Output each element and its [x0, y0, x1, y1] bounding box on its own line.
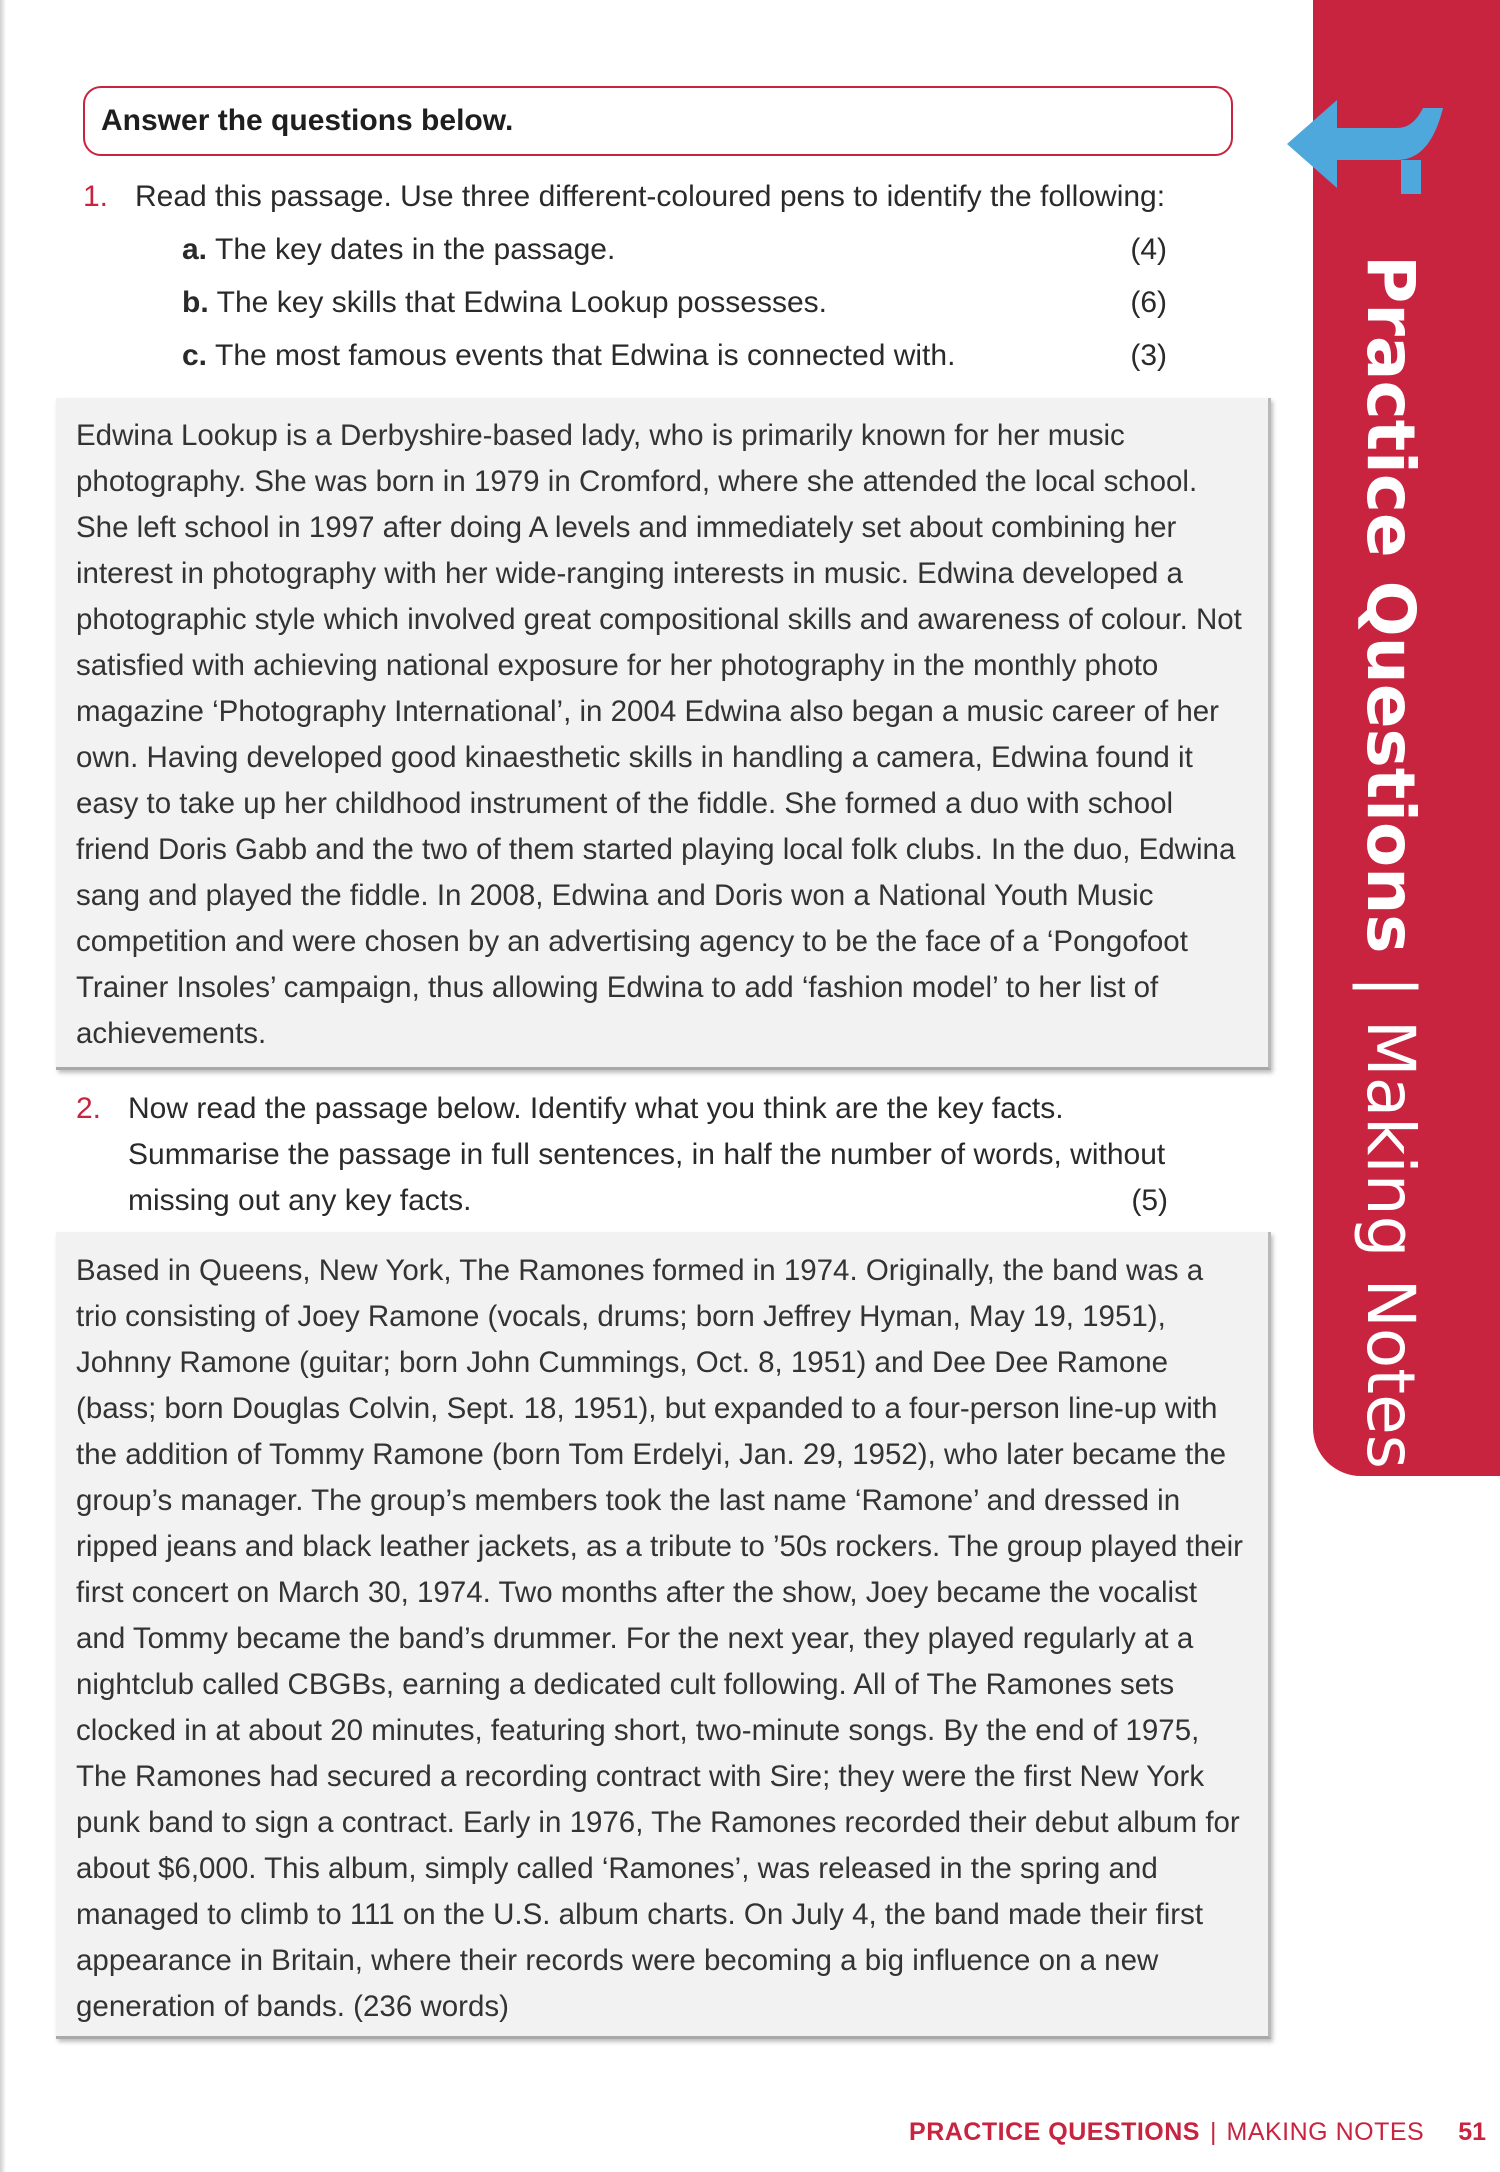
question-1-number: 1. — [83, 180, 109, 213]
item-letter: b. — [182, 286, 209, 319]
side-tab-title-light: Making Notes — [1352, 1019, 1430, 1470]
item-text: The key skills that Edwina Lookup possesses. — [216, 286, 827, 319]
passage-ramones — [56, 1232, 1271, 2039]
passage-edwina-text: Edwina Lookup is a Derbyshire-based lady, who is primarily known for her music photography. She was born in 1979 in Cromford, where she attended the local school. She left school in 1997 after doing A levels and immediately set about combining her interest in photography with her wide-ranging interests in music. Edwina developed a photographic style which involved great compositional skills and awareness of colour. Not satisfied with achieving national exposure for her photography in the monthly photo magazine ‘Photography International’, in 2004 Edwina also began a music career of her own. Having developed good kinaesthetic skills in handling a camera, Edwina found it easy to take up her childhood instrument of the fiddle. She formed a duo with school friend Doris Gabb and the two of them started playing local folk clubs. In the duo, Edwina sang and played the fiddle. In 2008, Edwina and Doris won a National Youth Music competition and were chosen by an advertising agency to be the face of a ‘Pongofoot Trainer Insoles’ campaign, thus allowing Edwina to add ‘fashion model’ to her list of achievements. — [76, 419, 1242, 1050]
footer-section: PRACTICE QUESTIONS — [909, 2118, 1200, 2146]
back-arrow-icon — [1285, 94, 1445, 194]
instruction-box — [83, 86, 1233, 156]
page-footer — [909, 2118, 1486, 2147]
passage-ramones-text: Based in Queens, New York, The Ramones formed in 1974. Originally, the band was a trio consisting of Joey Ramone (vocals, drums; born Jeffrey Hyman, May 19, 1951), Johnny Ramone (guitar; born John Cummings, Oct. 8, 1951) and Dee Dee Ramone (bass; born Douglas Colvin, Sept. 18, 1951), but expanded to a four-person line-up with the addition of Tommy Ramone (born Tom Erdelyi, Jan. 29, 1952), who later became the group’s manager. The group’s members took the last name ‘Ramone’ and dressed in ripped jeans and black leather jackets, as a tribute to ’50s rockers. The group played their first concert on March 30, 1974. Two months after the show, Joey became the vocalist and Tommy became the band’s drummer. For the next year, they played regularly at a nightclub called CBGBs, earning a dedicated cult following. All of The Ramones sets clocked in at about 20 minutes, featuring short, two-minute songs. By the end of 1975, The Ramones had secured a recording contract with Sire; they were the first New York punk band to sign a contract. Early in 1976, The Ramones recorded their debut album for about $6,000. This album, simply called ‘Ramones’, was released in the spring and managed to climb to 111 on the U.S. album charts. On July 4, the band made their first appearance in Britain, where their records were becoming a big influence on a new generation of bands. (236 words) — [76, 1254, 1244, 2023]
page-gutter-shadow — [0, 0, 6, 2172]
question-2-text: Now read the passage below. Identify what you think are the key facts. Summarise the passage in full sentences, in half the number of words, without missing out any key facts. — [128, 1092, 1166, 1217]
side-tab-title-bold: Practice Questions — [1352, 255, 1430, 954]
footer-separator: | — [1210, 2118, 1217, 2146]
item-letter: a. — [182, 233, 208, 266]
question-2-marks: (5) — [1131, 1184, 1168, 1217]
question-1-item-c — [182, 333, 1167, 379]
passage-edwina — [56, 398, 1271, 1070]
question-1-text: Read this passage. Use three different-coloured pens to identify the following: — [135, 180, 1166, 213]
item-text: The most famous events that Edwina is connected with. — [215, 339, 956, 372]
item-letter: c. — [182, 339, 208, 372]
question-2 — [76, 1086, 1236, 1226]
item-marks: (6) — [1130, 286, 1167, 319]
side-tab-title — [1306, 255, 1476, 1470]
item-text: The key dates in the passage. — [215, 233, 616, 266]
footer-chapter: MAKING NOTES — [1226, 2118, 1425, 2146]
side-tab-separator: | — [1352, 975, 1430, 998]
question-1-item-b — [182, 280, 1167, 326]
question-1-item-a — [182, 227, 1167, 273]
item-marks: (4) — [1130, 233, 1167, 266]
item-marks: (3) — [1130, 339, 1167, 372]
question-2-number: 2. — [76, 1092, 102, 1125]
instruction-text: Answer the questions below. — [101, 104, 514, 137]
page-number: 51 — [1458, 2118, 1486, 2146]
